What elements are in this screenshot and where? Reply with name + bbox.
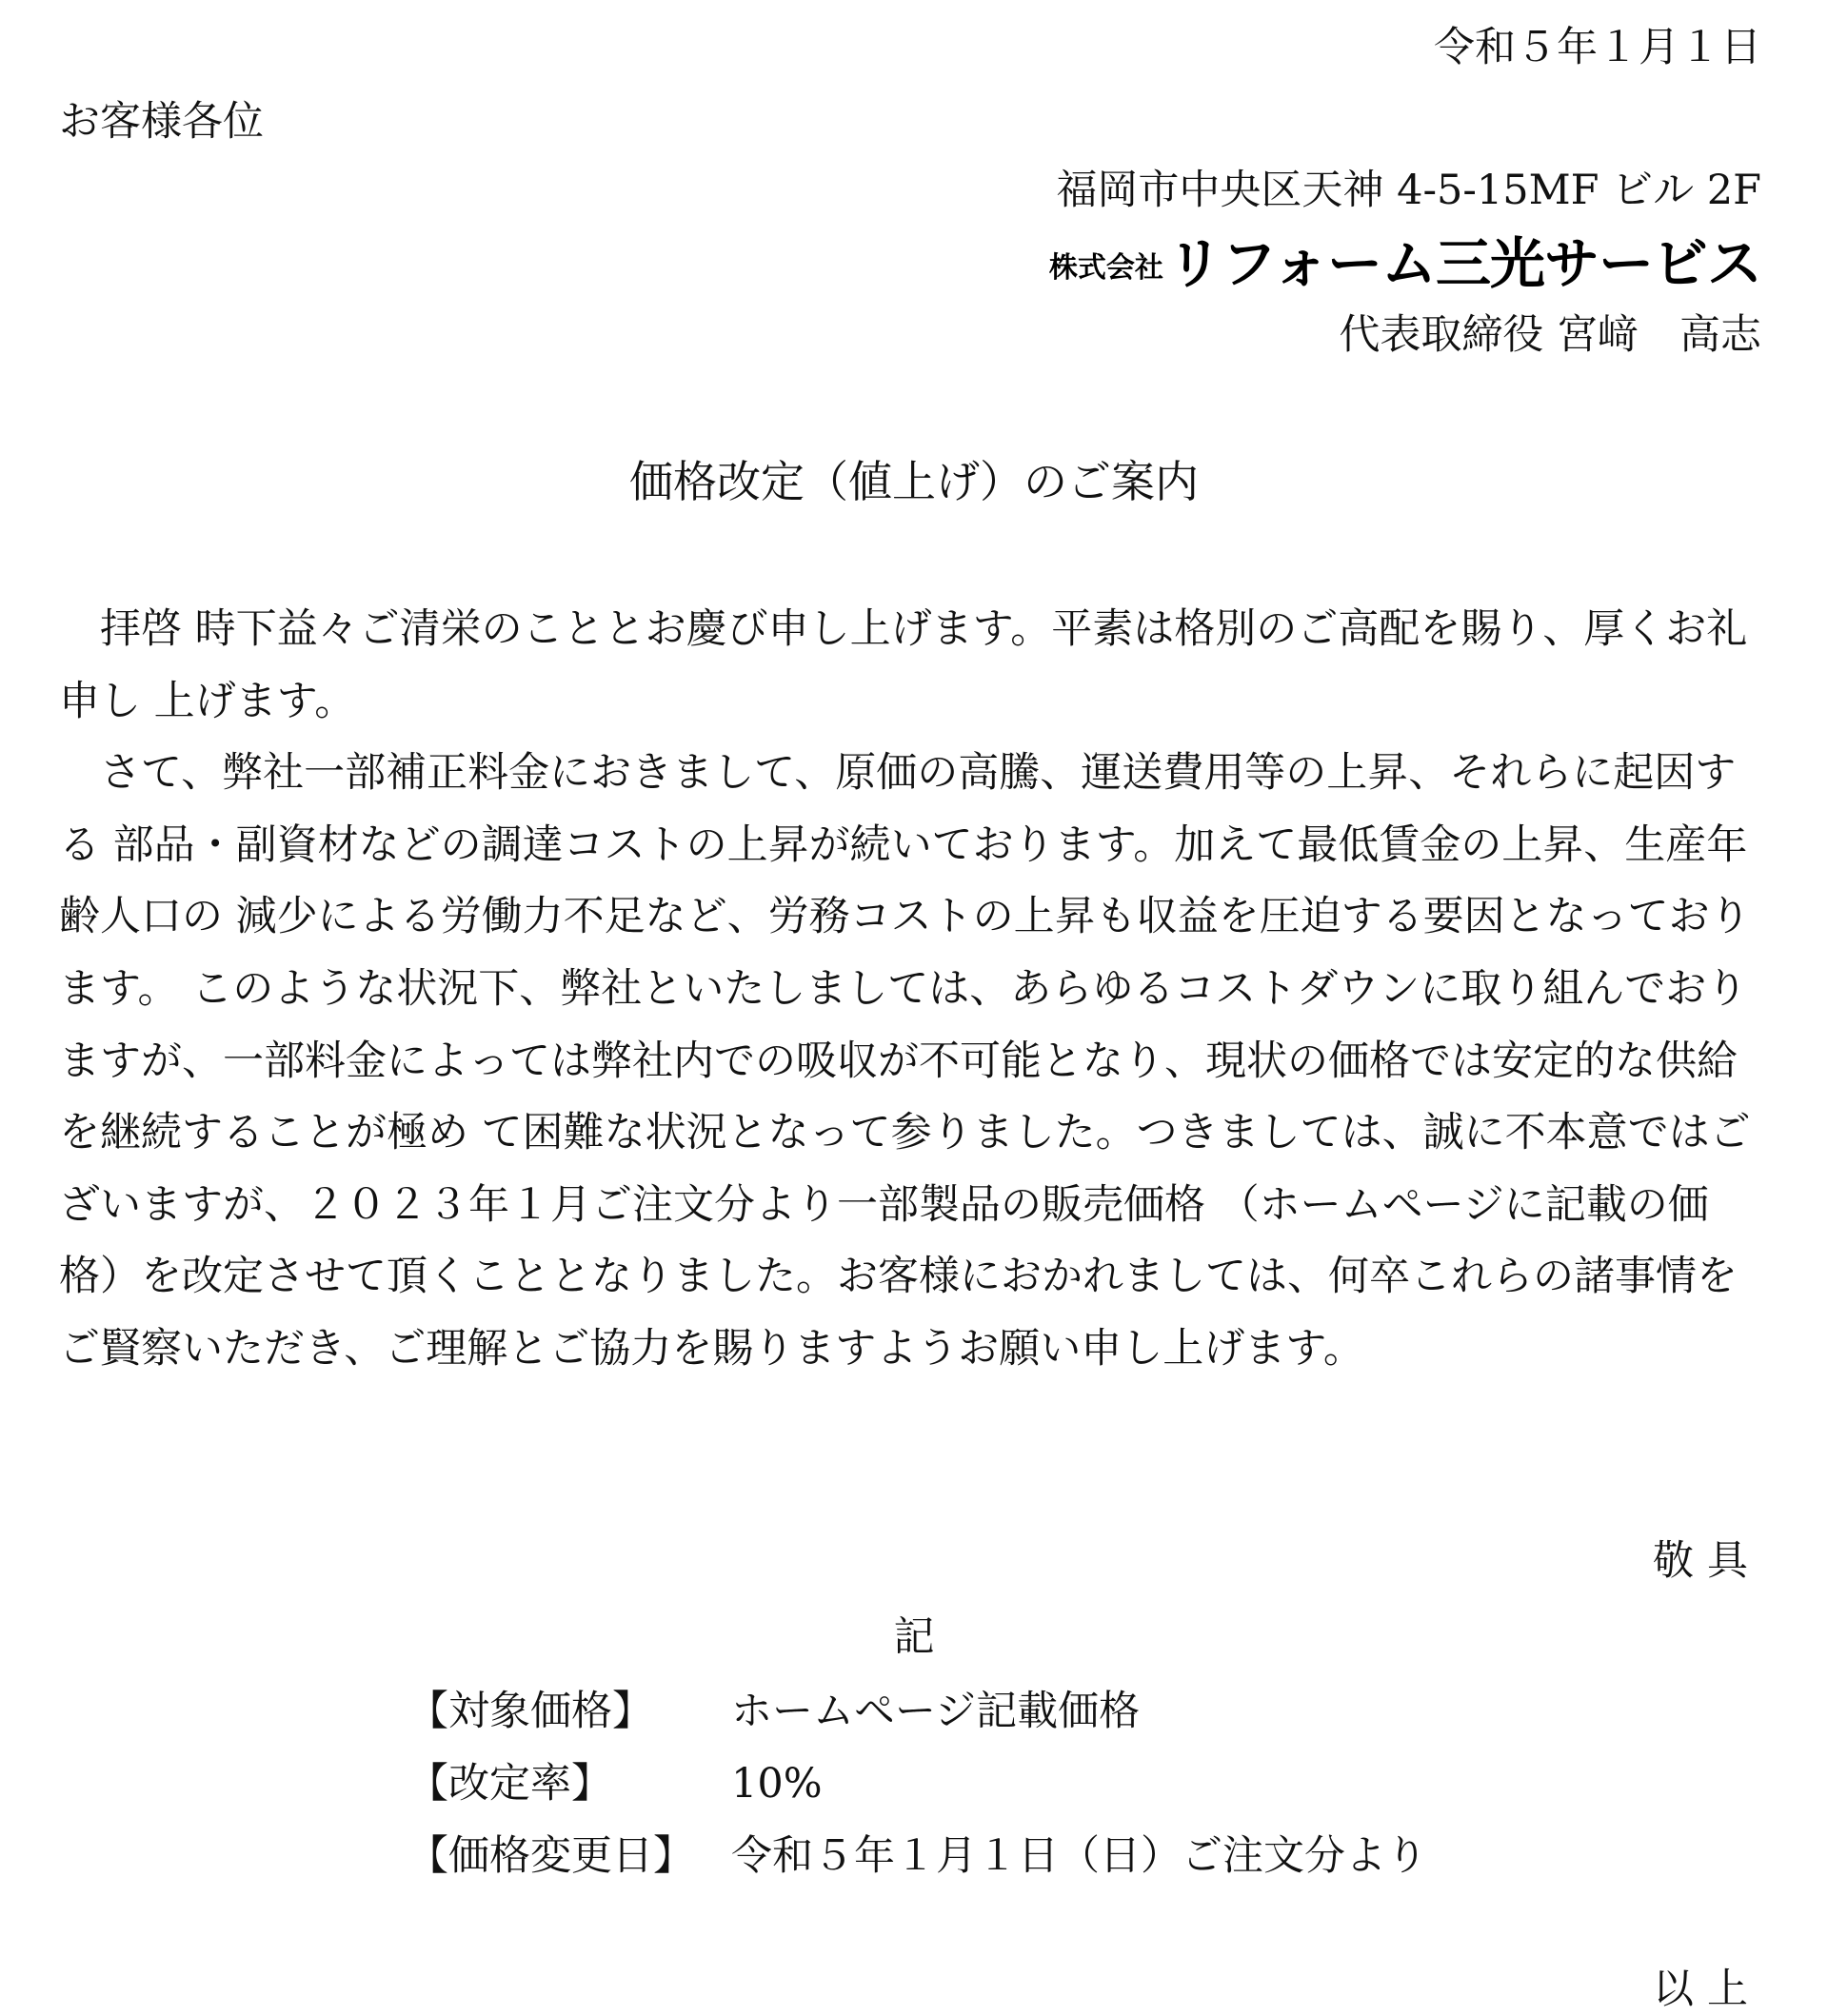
closing-ijo: 以上	[1653, 1966, 1761, 2013]
body-paragraph-2: さて、弊社一部補正料金におきまして、原価の高騰、運送費用等の上昇、それらに起因する 部品・副資材などの調達コストの上昇が続いております。加えて最低賃金の上昇、生産年齢人口の 減少による労働力不足など、労務コストの上昇も収益を圧迫する要因となっております。 このような状況下、弊社といたしましては、あらゆるコストダウンに取り組んでおりますが、一部料金によっては弊社内での吸収が不可能となり、現状の価格では安定的な供給を継続することが極め て困難な状況となって参りました。つきましては、誠に不本意ではございますが、２０２３年１月ご注文分より一部製品の販売価格 （ホームページに記載の価格）を改定させて頂くこととなりました。お客様におかれましては、何卒これらの諸事情をご賢察いただき、ご理解とご協力を賜りますようお願い申し上げます。	[59, 749, 1751, 1373]
detail-value-target: ホームページ記載価格	[731, 1688, 1141, 1735]
page-title: 価格改定（値上げ）のご案内	[629, 456, 1199, 507]
letter-date: 令和５年１月１日	[1434, 24, 1761, 71]
letter-body	[59, 594, 1769, 1386]
closing-keigu: 敬具	[1653, 1537, 1761, 1585]
detail-value-rate: 10%	[731, 1760, 823, 1808]
body-paragraph-1: 拝啓 時下益々ご清栄のこととお慶び申し上げます。平素は格別のご高配を賜り、厚くお礼申し 上げます。	[59, 605, 1748, 725]
detail-row-target	[407, 1685, 1140, 1738]
company-logo	[1048, 231, 1761, 296]
detail-label-rate: 【改定率】	[407, 1760, 612, 1808]
ki-heading: 記	[893, 1613, 935, 1661]
sender-address: 福岡市中央区天神 4-5-15MF ビル 2F	[1056, 167, 1761, 214]
detail-value-date: 令和５年１月１日（日）ご注文分より	[731, 1832, 1427, 1880]
detail-row-rate	[407, 1757, 823, 1810]
detail-label-target: 【対象価格】	[407, 1688, 653, 1735]
representative: 代表取締役 宮﨑 高志	[1339, 311, 1761, 359]
detail-label-date: 【価格変更日】	[407, 1832, 694, 1880]
recipient: お客様各位	[59, 98, 264, 146]
company-logo-prefix: 株式会社	[1048, 251, 1163, 285]
detail-row-date	[407, 1829, 1427, 1883]
company-logo-name: リフォーム三光サービス	[1166, 231, 1761, 296]
